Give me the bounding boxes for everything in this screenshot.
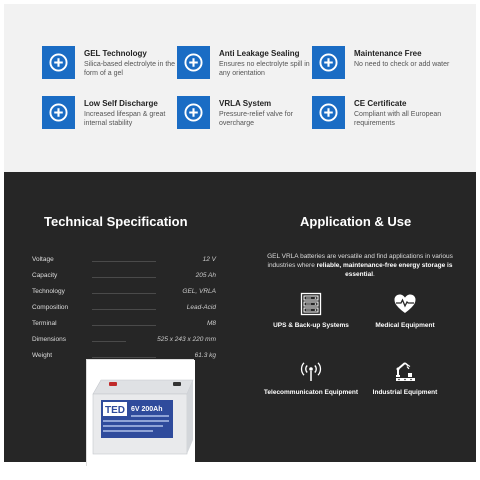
spec-row-voltage [32,256,216,266]
antenna-icon [299,359,323,383]
feature-vrla-system [177,96,312,136]
application-desc-end: . [373,271,375,278]
spec-row-technology [32,288,216,298]
spec-value: 61.3 kg [194,352,216,359]
spec-value: 12 V [202,256,216,263]
battery-brand: TED [105,405,125,416]
battery-model: 6V 200Ah [131,406,163,413]
plus-icon [177,96,210,129]
spec-value: 525 x 243 x 220 mm [157,336,216,343]
feature-ce-certificate [312,96,447,136]
feature-desc: Pressure-relief valve for overcharge [219,111,293,127]
application-desc-bold: reliable, maintenance-free energy storage is essential [316,262,453,278]
plus-icon [42,96,75,129]
spec-key: Voltage [32,256,54,263]
spec-key: Weight [32,352,53,359]
feature-maintenance-free [312,46,450,86]
product-photo [86,359,194,466]
plus-icon [42,46,75,79]
app-medical [350,292,460,330]
spec-key: Dimensions [32,336,66,343]
spec-value: GEL, VRLA [182,288,216,295]
feature-low-self-discharge [42,96,177,136]
plus-icon [312,96,345,129]
specs-section [4,172,476,462]
features-section [4,4,476,172]
spec-divider [92,277,156,278]
spec-row-dimensions [32,336,216,346]
feature-anti-leakage [177,46,312,86]
application-title: Application & Use [300,214,412,229]
feature-desc: Silica-based electrolyte in the form of a gel [84,61,176,77]
app-label: UPS & Back-up Systems [273,322,349,329]
app-label: Industrial Equipment [372,389,438,396]
spec-key: Terminal [32,320,57,327]
spec-row-capacity [32,272,216,282]
feature-title: VRLA System [219,99,272,108]
feature-desc: Compliant with all European requirements [354,111,442,127]
battery-image [87,360,195,467]
app-label: Telecommunicaton Equipment [263,389,359,396]
heart-pulse-icon [393,292,417,316]
spec-value: M8 [206,320,216,327]
feature-title: Maintenance Free [354,49,422,58]
plus-icon [177,46,210,79]
spec-divider [92,309,156,310]
spec-key: Technology [32,288,65,295]
app-label: Medical Equipment [375,322,435,329]
spec-row-composition [32,304,216,314]
spec-divider [92,293,156,294]
feature-title: Anti Leakage Sealing [219,49,300,58]
app-industrial [350,359,460,397]
feature-desc: Ensures no electrolyte spill in any orientation [219,61,310,77]
feature-title: CE Certificate [354,99,407,108]
spec-key: Capacity [32,272,58,279]
spec-divider [92,357,156,358]
feature-desc: No need to check or add water [354,61,450,68]
application-desc-text: GEL VRLA batteries are versatile and find applications in various industries where [267,253,453,269]
spec-row-terminal [32,320,216,330]
feature-title: GEL Technology [84,49,147,58]
spec-value: 205 Ah [195,272,216,279]
application-desc [262,252,458,279]
tech-spec-title: Technical Specification [44,214,188,229]
feature-desc: Increased lifespan & great internal stability [84,111,166,127]
spec-divider [92,325,156,326]
plus-icon [312,46,345,79]
spec-divider [92,341,126,342]
spec-value: Lead-Acid [186,304,216,311]
spec-key: Composition [32,304,69,311]
server-icon [299,292,323,316]
robot-arm-icon [393,359,417,383]
spec-divider [92,261,156,262]
feature-title: Low Self Discharge [84,99,158,108]
feature-gel-technology [42,46,177,86]
